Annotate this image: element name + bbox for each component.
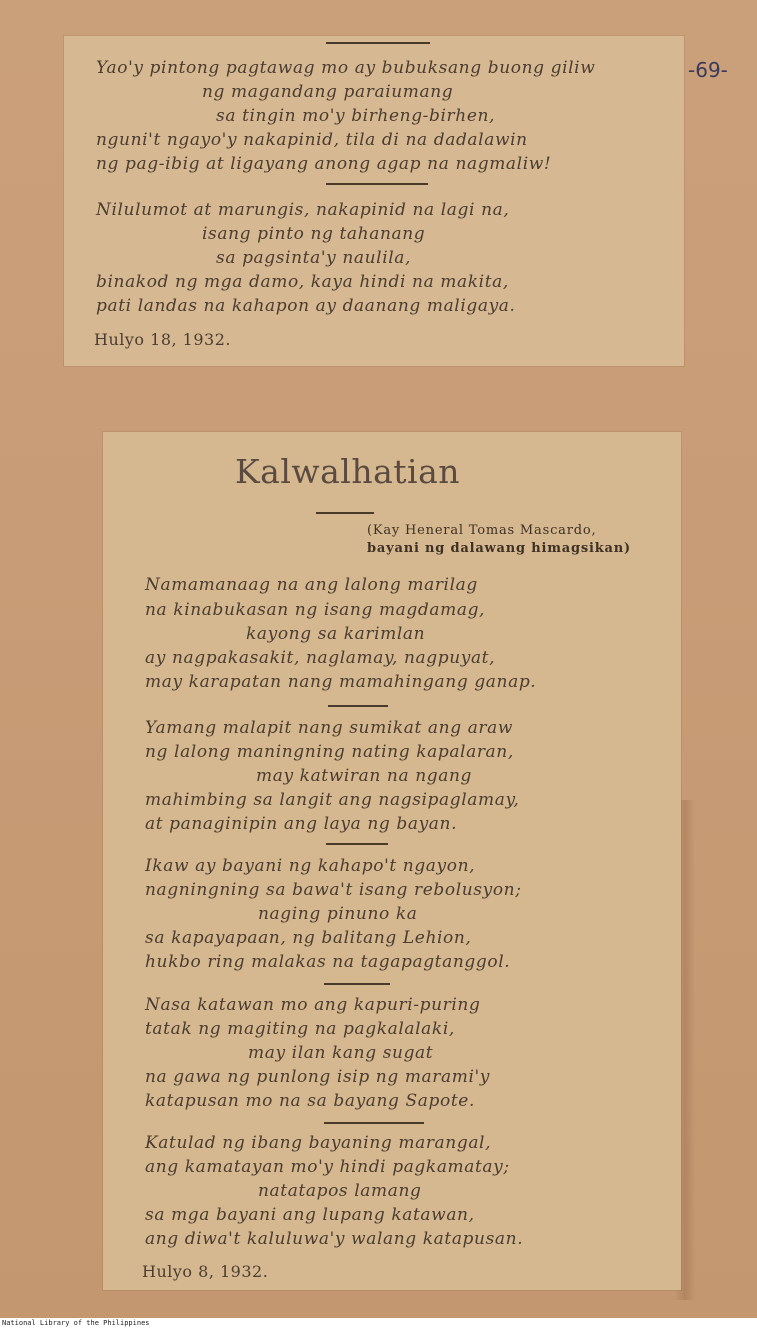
poem-line: Namamanaag na ang lalong marilag	[145, 575, 478, 595]
poem-line: Yamang malapit nang sumikat ang araw	[145, 718, 514, 738]
poem-line: ay nagpakasakit, naglamay, nagpuyat,	[145, 648, 496, 668]
poem-line: may karapatan nang mamahingang ganap.	[145, 672, 537, 692]
top-rule	[326, 42, 430, 44]
dedication-line: bayani ng dalawang himagsikan)	[367, 541, 631, 556]
poem-line: sa mga bayani ang lupang katawan,	[145, 1205, 475, 1225]
poem-line: Katulad ng ibang bayaning marangal,	[145, 1133, 492, 1153]
poem-line: ng pag-ibig at ligayang anong agap na nagmaliw!	[96, 154, 552, 174]
poem-line: pati landas na kahapon ay daanang maligaya.	[96, 296, 516, 316]
poem-line: Nasa katawan mo ang kapuri-puring	[145, 995, 481, 1015]
handwritten-page-number: -69-	[688, 58, 728, 82]
poem-date: Hulyo 8, 1932.	[142, 1262, 269, 1281]
poem-line: katapusan mo na sa bayang Sapote.	[145, 1091, 475, 1111]
poem-line: isang pinto ng tahanang	[202, 224, 426, 244]
poem-line: ng lalong maningning nating kapalaran,	[145, 742, 514, 762]
stanza-divider	[328, 705, 388, 707]
poem-line: mahimbing sa langit ang nagsipaglamay,	[145, 790, 520, 810]
poem-line: natatapos lamang	[258, 1181, 422, 1201]
poem-line: sa pagsinta'y naulila,	[216, 248, 412, 268]
poem-line: naging pinuno ka	[258, 904, 418, 924]
title-rule	[316, 512, 374, 514]
poem-line: may katwiran na ngang	[256, 766, 473, 786]
poem-line: Ikaw ay bayani ng kahapo't ngayon,	[145, 856, 476, 876]
poem-line: sa tingin mo'y birheng-birhen,	[216, 106, 496, 126]
poem-line: na gawa ng punlong isip ng marami'y	[145, 1067, 490, 1087]
footer-credit: National Library of the Philippines	[2, 1319, 150, 1327]
poem-line: ang diwa't kaluluwa'y walang katapusan.	[145, 1229, 524, 1249]
poem-line: binakod ng mga damo, kaya hindi na makita,	[96, 272, 509, 292]
stanza-divider	[326, 843, 388, 845]
poem-line: sa kapayapaan, ng balitang Lehion,	[145, 928, 472, 948]
poem-line: Nilulumot at marungis, nakapinid na lagi na,	[96, 200, 510, 220]
poem-line: nagningning sa bawa't isang rebolusyon;	[145, 880, 522, 900]
dedication-line: (Kay Heneral Tomas Mascardo,	[367, 523, 597, 538]
poem-line: nguni't ngayo'y nakapinid, tila di na dadalawin	[96, 130, 528, 150]
poem-line: may ilan kang sugat	[248, 1043, 434, 1063]
stanza-divider	[326, 183, 428, 185]
poem-line: tatak ng magiting na pagkalalaki,	[145, 1019, 455, 1039]
poem-line: Yao'y pintong pagtawag mo ay bubuksang buong giliw	[96, 58, 596, 78]
poem-line: ang kamatayan mo'y hindi pagkamatay;	[145, 1157, 510, 1177]
poem-title: Kalwalhatian	[235, 452, 461, 491]
poem-line: kayong sa karimlan	[246, 624, 426, 644]
poem-line: na kinabukasan ng isang magdamag,	[145, 600, 486, 620]
poem-line: hukbo ring malakas na tagapagtanggol.	[145, 952, 511, 972]
poem-date: Hulyo 18, 1932.	[94, 330, 231, 349]
stanza-divider	[324, 1122, 424, 1124]
poem-line: at panaginipin ang laya ng bayan.	[145, 814, 458, 834]
stanza-divider	[324, 983, 390, 985]
poem-line: ng magandang paraiumang	[202, 82, 454, 102]
